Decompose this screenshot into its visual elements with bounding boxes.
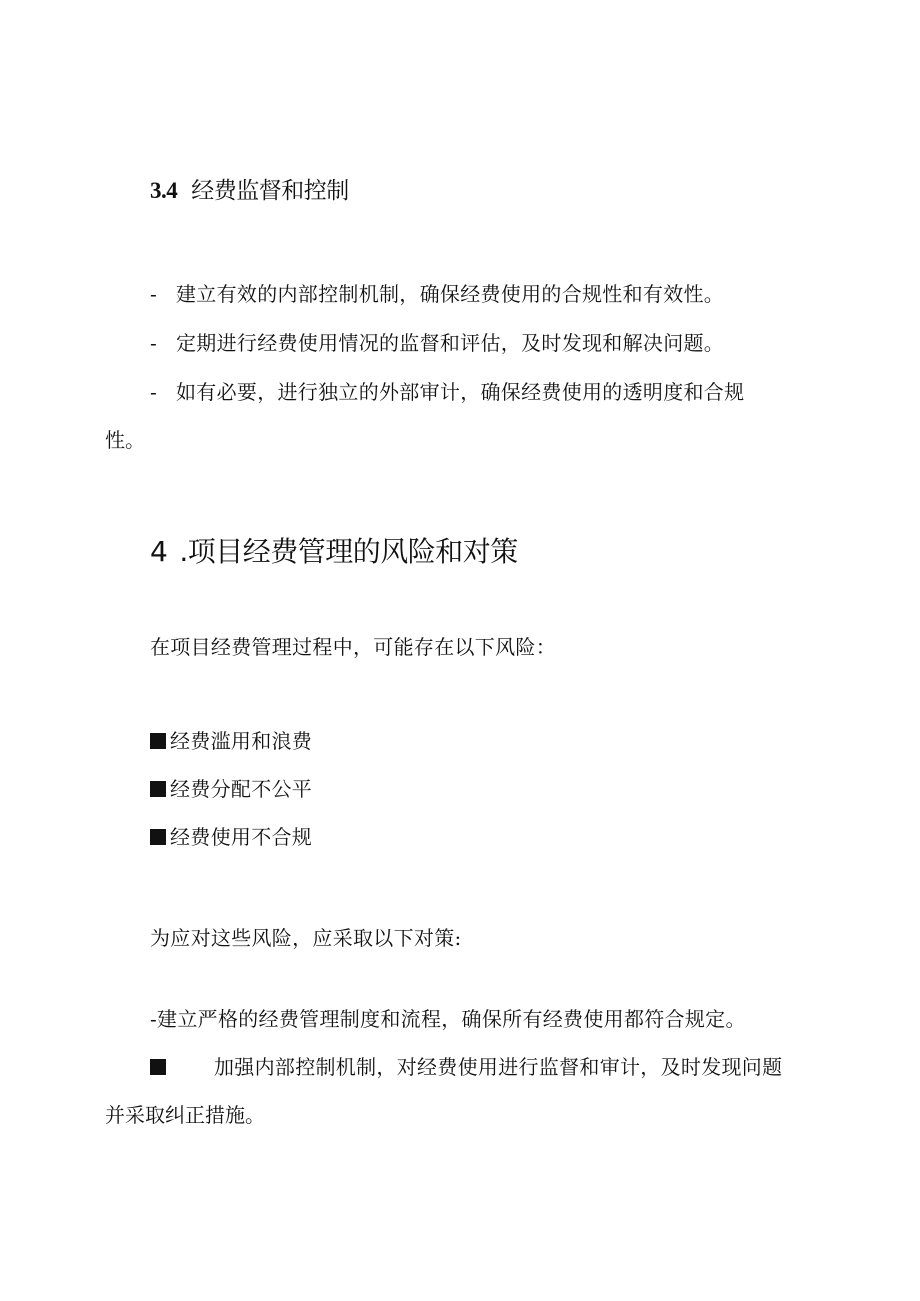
risk-intro: 在项目经费管理过程中，可能存在以下风险： (150, 635, 556, 659)
dash-marker: - (150, 380, 158, 404)
square-bullet-icon (150, 733, 166, 749)
measure-item: -建立严格的经费管理制度和流程，确保所有经费使用都符合规定。 (150, 1007, 746, 1031)
measure-text: 加强内部控制机制，对经费使用进行监督和审计，及时发现问题 (214, 1055, 783, 1079)
list-item (150, 368, 744, 416)
section-3-4-heading (150, 172, 349, 205)
list-item-text: 如有必要，进行独立的外部审计，确保经费使用的透明度和合规 (176, 380, 745, 404)
measures-intro: 为应对这些风险，应采取以下对策: (150, 926, 462, 950)
risk-text: 经费分配不公平 (170, 777, 313, 801)
dash-marker: - (150, 282, 158, 306)
section-4-heading (150, 530, 518, 570)
dash-marker: - (150, 331, 158, 355)
section-number: 3.4 (150, 178, 178, 203)
risk-item (150, 813, 312, 861)
section-title: 经费监督和控制 (191, 178, 349, 204)
section-number: 4 (150, 535, 168, 568)
list-item-text: 建立有效的内部控制机制，确保经费使用的合规性和有效性。 (176, 282, 725, 306)
square-bullet-icon (150, 1059, 166, 1075)
section-title: .项目经费管理的风险和对策 (179, 535, 518, 568)
measure-item (150, 1043, 782, 1091)
risk-text: 经费使用不合规 (170, 825, 313, 849)
list-item-continuation: 性。 (105, 428, 145, 452)
risk-item (150, 765, 312, 813)
square-bullet-icon (150, 781, 166, 797)
risk-item (150, 717, 312, 765)
risk-text: 经费滥用和浪费 (170, 729, 313, 753)
list-item (150, 270, 724, 318)
measure-item-continuation: 并采取纠正措施。 (105, 1103, 265, 1127)
list-item (150, 319, 724, 367)
list-item-text: 定期进行经费使用情况的监督和评估，及时发现和解决问题。 (176, 331, 725, 355)
square-bullet-icon (150, 829, 166, 845)
